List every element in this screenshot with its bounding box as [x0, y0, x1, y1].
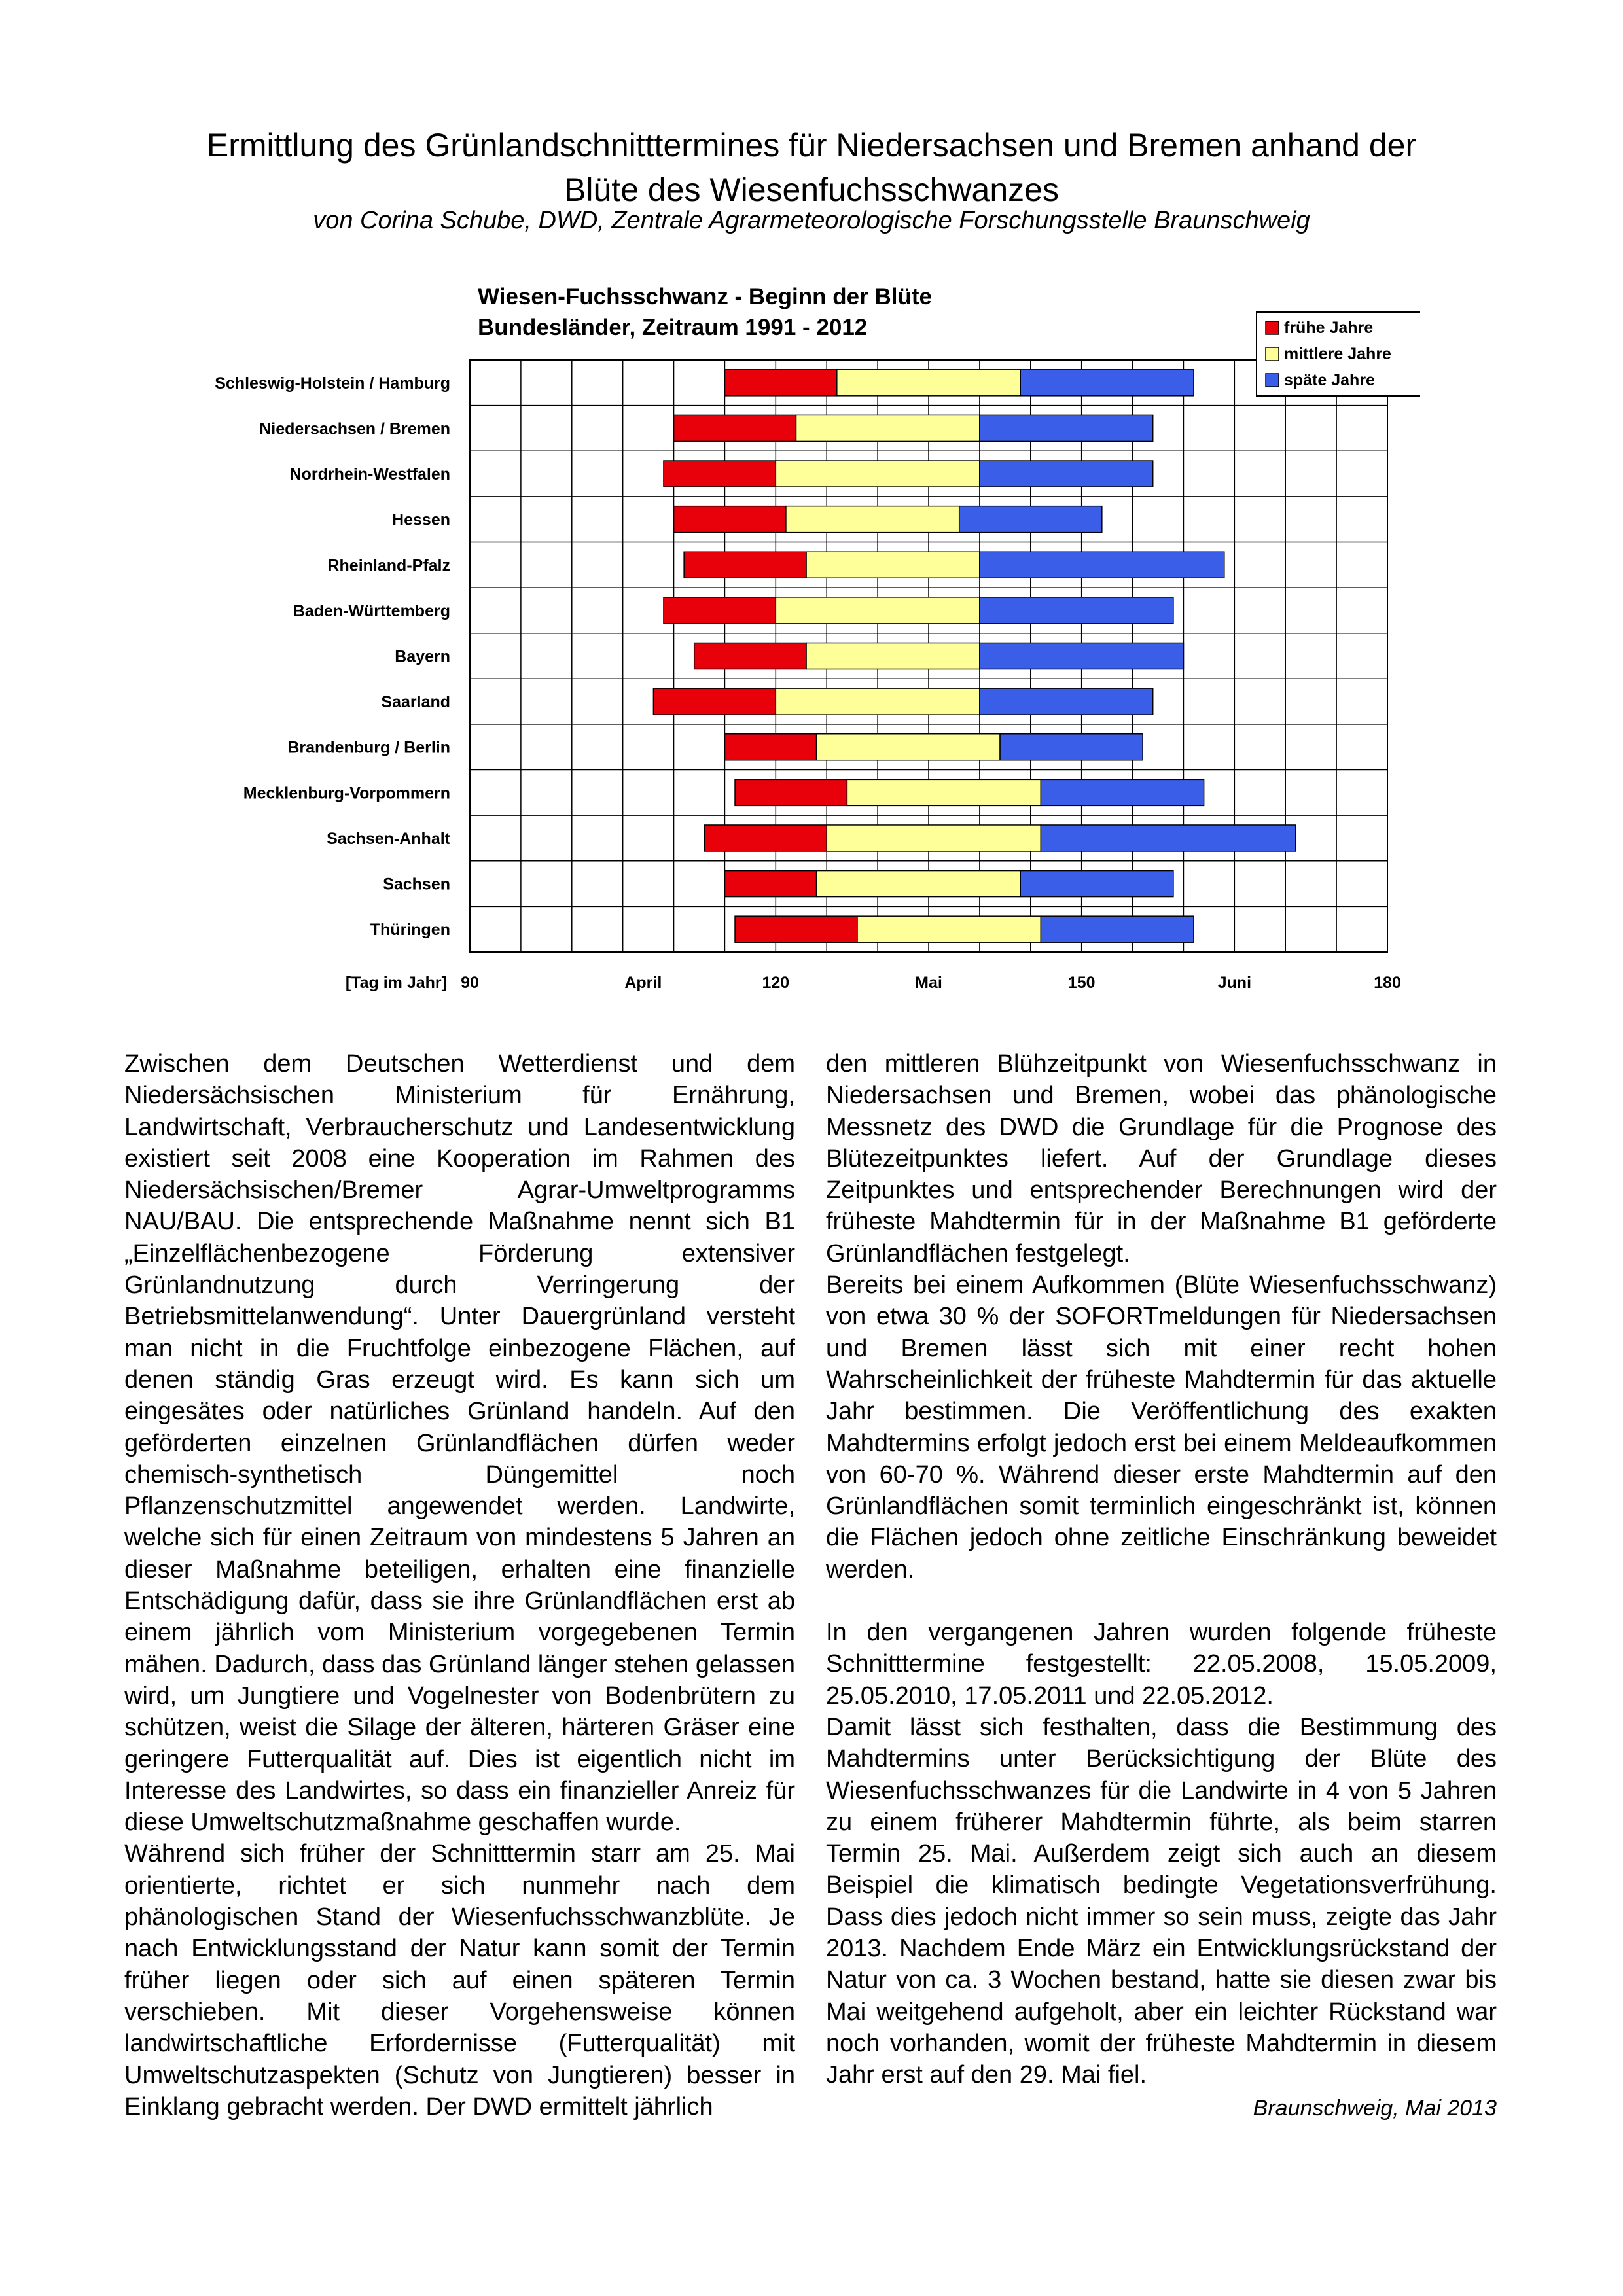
- bar-segment: [980, 597, 1173, 624]
- x-tick-label: 120: [762, 974, 790, 992]
- bar-segment: [684, 552, 806, 578]
- category-label: Mecklenburg-Vorpommern: [243, 784, 450, 803]
- bar-segment: [857, 916, 1041, 942]
- x-tick-label: Juni: [1217, 974, 1252, 992]
- x-axis-label: [Tag im Jahr]: [345, 974, 447, 992]
- x-axis: [346, 974, 1401, 992]
- paragraph: Während sich früher der Schnitttermin starr am 25. Mai orientierte, richtet er sich nunmehr nach dem phänologischen Stand der Wiesenfuchsschwanzblüte. Je nach Entwicklungsstand der Natur kann somit der Termin früher liegen oder sich auf einen späteren Termin verschieben. Mit dieser Vorgehensweise können landwirtschaftliche Erfordernisse (Futterqualität) mit Umweltschutzaspekten (Schutz von Jungtieren) besser in Einklang gebracht werden. Der DWD ermittelt jährlich: [124, 1840, 795, 2121]
- bar-segment: [980, 461, 1153, 487]
- legend-swatch: [1266, 374, 1279, 387]
- bar-segment: [1041, 779, 1204, 805]
- bar-segment: [1020, 370, 1194, 396]
- bar-segment: [664, 597, 776, 624]
- paragraph: Bereits bei einem Aufkommen (Blüte Wiesenfuchsschwanz) von etwa 30 % der SOFORTmeldungen für Niedersachsen und Bremen lässt sich mit einer recht hohen Wahrscheinlichkeit der früheste Mahdtermin für das aktuelle Jahr bestimmen. Die Veröffentlichung des exakten Mahdtermins erfolgt jedoch erst bei einem Meldeaufkommen von 60-70 %. Während dieser erste Mahdtermin auf den Grünlandflächen somit terminlich eingeschränkt ist, können die Flächen jedoch ohne zeitliche Einschränkung beweidet werden.: [826, 1271, 1497, 1583]
- x-tick-label: Mai: [915, 974, 942, 992]
- bar-segment: [776, 688, 980, 715]
- bar-segment: [1041, 825, 1295, 851]
- bar-segment: [959, 506, 1102, 533]
- category-label: Rheinland-Pfalz: [327, 556, 450, 575]
- bar-segment: [806, 552, 980, 578]
- bar-segment: [776, 461, 980, 487]
- bar-segment: [653, 688, 776, 715]
- x-tick-label: April: [624, 974, 662, 992]
- author-line: von Corina Schube, DWD, Zentrale Agrarmeteorologische Forschungsstelle Braunschweig: [313, 207, 1310, 234]
- bar-segment: [694, 643, 806, 669]
- paragraph-gap: [826, 1585, 1497, 1617]
- bar-segment: [980, 552, 1224, 578]
- bar-segment: [827, 825, 1041, 851]
- category-label: Saarland: [381, 693, 450, 712]
- legend-swatch: [1266, 321, 1279, 334]
- bar-segment: [837, 370, 1020, 396]
- bar-segment: [664, 461, 776, 487]
- bar-segment: [704, 825, 827, 851]
- bar-segment: [724, 871, 816, 897]
- legend-label: späte Jahre: [1284, 371, 1375, 389]
- category-label: Hessen: [392, 510, 450, 529]
- bar-segment: [980, 415, 1153, 441]
- category-label: Schleswig-Holstein / Hamburg: [215, 374, 450, 393]
- paragraph: In den vergangenen Jahren wurden folgende früheste Schnitttermine festgestellt: 22.05.2008, 15.05.2009, 25.05.2010, 17.05.2011 und 22.05.2012.: [826, 1619, 1497, 1710]
- category-label: Baden-Württemberg: [293, 601, 450, 620]
- bar-segment: [806, 643, 980, 669]
- category-labels: [215, 374, 450, 939]
- paragraph: Zwischen dem Deutschen Wetterdienst und dem Niedersächsischen Ministerium für Ernährung, Landwirtschaft, Verbraucherschutz und Landesentwicklung existiert seit 2008 eine Kooperation im Rahmen des Niedersächsischen/Bremer Agrar-Umweltprogramms NAU/BAU. Die entsprechende Maßnahme nennt sich B1 „Einzelflächenbezogene Förderung extensiver Grünlandnutzung durch Verringerung der Betriebsmittelanwendung“. Unter Dauergrünland versteht man nicht in die Fruchtfolge einbezogene Flächen, auf denen ständig Gras erzeugt wird. Es kann sich um eingesätes oder natürliches Grünland handeln. Auf den geförderten einzelnen Grünlandflächen dürfen weder chemisch-synthetisch Düngemittel noch Pflanzenschutzmittel angewendet werden. Landwirte, welche sich für einen Zeitraum von mindestens 5 Jahren an dieser Maßnahme beteiligen, erhalten eine finanzielle Entschädigung dafür, dass sie ihre Grünlandflächen erst ab einem jährlich vom Ministerium vorgegebenen Termin mähen. Dadurch, dass das Grünland länger stehen gelassen wird, um Jungtiere und Vogelnester von Bodenbrütern zu schützen, weist die Silage der älteren, härteren Gräser eine geringere Futterqualität auf. Dies ist eigentlich nicht im Interesse des Landwirtes, so dass ein finanzieller Anreiz für diese Umweltschutzmaßnahme geschaffen wurde.: [124, 1050, 795, 1837]
- bar-segment: [817, 734, 1000, 760]
- bar-segment: [724, 734, 816, 760]
- signature: Braunschweig, Mai 2013: [1253, 2095, 1497, 2121]
- text-column-left: [124, 1048, 795, 2167]
- bar-segment: [724, 370, 836, 396]
- category-label: Niedersachsen / Bremen: [259, 419, 450, 438]
- bar-segment: [980, 688, 1153, 715]
- bar-segment: [735, 779, 847, 805]
- legend: [1257, 312, 1420, 396]
- chart-title-line-2: Bundesländer, Zeitraum 1991 - 2012: [478, 315, 868, 340]
- category-label: Thüringen: [370, 921, 450, 940]
- bar-segment: [776, 597, 980, 624]
- bar-segment: [847, 779, 1041, 805]
- bar-segment: [674, 415, 796, 441]
- bar-segment: [980, 643, 1184, 669]
- category-label: Brandenburg / Berlin: [287, 738, 450, 757]
- bar-segment: [735, 916, 857, 942]
- bar-segment: [674, 506, 786, 533]
- flowering-chart: [177, 272, 1420, 1004]
- legend-label: frühe Jahre: [1284, 319, 1374, 337]
- text-column-right: [826, 1048, 1497, 2167]
- bar-segment: [786, 506, 959, 533]
- x-tick-label: 180: [1374, 974, 1401, 992]
- page-title: [118, 123, 1505, 212]
- bar-segment: [796, 415, 979, 441]
- bar-segment: [1020, 871, 1173, 897]
- category-label: Sachsen-Anhalt: [327, 829, 450, 848]
- title-line-1: Ermittlung des Grünlandschnitttermines für Niedersachsen und Bremen anhand der: [206, 127, 1417, 164]
- bar-segment: [817, 871, 1021, 897]
- category-label: Sachsen: [383, 875, 450, 894]
- category-label: Bayern: [395, 647, 450, 666]
- bar-segment: [1041, 916, 1194, 942]
- legend-label: mittlere Jahre: [1284, 345, 1391, 363]
- legend-swatch: [1266, 347, 1279, 361]
- x-tick-label: 90: [461, 974, 479, 992]
- bar-segment: [1000, 734, 1143, 760]
- paragraph: Damit lässt sich festhalten, dass die Bestimmung des Mahdtermins unter Berücksichtigung der Blüte des Wiesenfuchsschwanzes für die Landwirte in 4 von 5 Jahren zu einem früherer Mahdtermin führte, als beim starren Termin 25. Mai. Außerdem zeigt sich auch an diesem Beispiel die klimatisch bedingte Vegetationsverfrühung. Dass dies jedoch nicht immer so sein muss, zeigte das Jahr 2013. Nachdem Ende März ein Entwicklungsrückstand der Natur von ca. 3 Wochen bestand, hatte sie diesen zwar bis Mai weitgehend aufgeholt, aber ein leichter Rückstand war noch vorhanden, womit der früheste Mahdtermin in diesem Jahr erst auf den 29. Mai fiel.: [826, 1713, 1497, 2089]
- category-label: Nordrhein-Westfalen: [289, 465, 450, 484]
- chart-title-line-1: Wiesen-Fuchsschwanz - Beginn der Blüte: [478, 284, 932, 309]
- x-tick-label: 150: [1067, 974, 1096, 992]
- paragraph: den mittleren Blühzeitpunkt von Wiesenfuchsschwanz in Niedersachsen und Bremen, wobei das phänologische Messnetz des DWD die Grundlage für die Prognose des Blütezeitpunktes liefert. Auf der Grundlage dieses Zeitpunktes und entsprechender Berechnungen wird der früheste Mahdtermin für in der Maßnahme B1 geförderte Grünlandflächen festgelegt.: [826, 1050, 1497, 1267]
- title-line-2: Blüte des Wiesenfuchsschwanzes: [564, 171, 1059, 208]
